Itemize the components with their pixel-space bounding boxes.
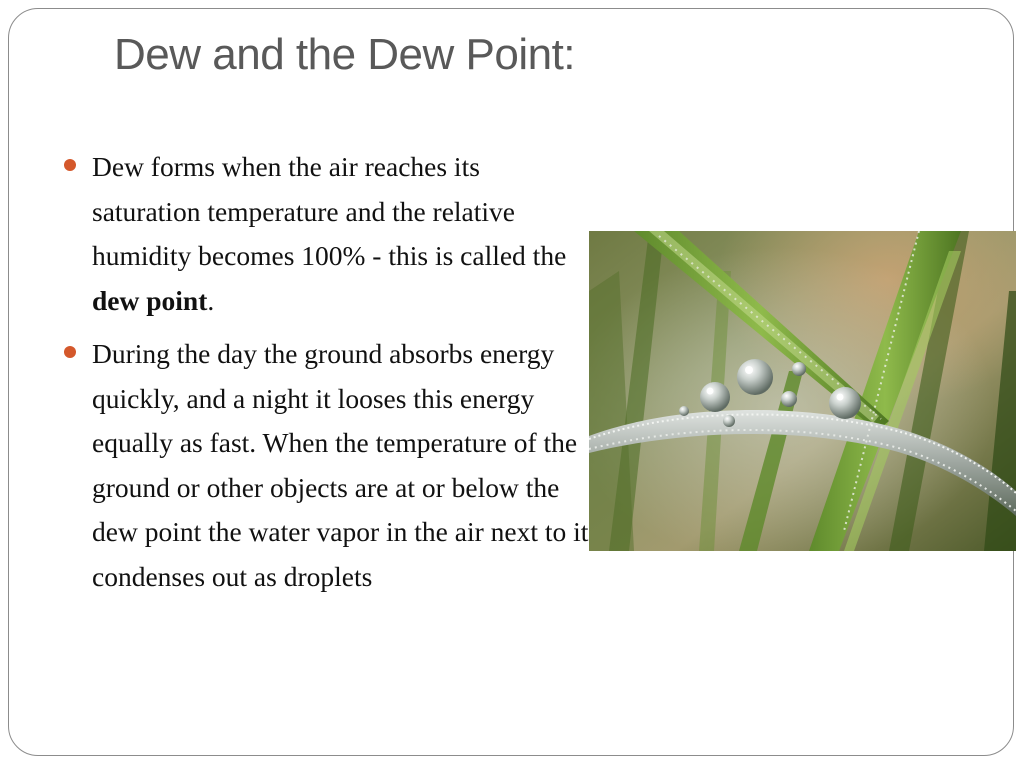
bullet-text: Dew forms when the air reaches its saturation temperature and the relative humidity becomes 100% - this is called the xyxy=(92,151,567,271)
bullet-item xyxy=(62,145,592,323)
dew-on-grass-image xyxy=(589,231,1016,551)
bullet-list xyxy=(62,145,592,608)
bullet-item xyxy=(62,332,592,599)
bullet-text: During the day the ground absorbs energy quickly, and a night it looses this energy equally as fast. When the temperature of the ground or other objects are at or below the dew point the water vapor in the air next to it condenses out as droplets xyxy=(92,338,589,592)
bullet-dot-icon xyxy=(64,346,76,358)
bullet-text-end: . xyxy=(207,284,215,316)
slide-title: Dew and the Dew Point: xyxy=(114,30,576,79)
bullet-dot-icon xyxy=(64,159,76,171)
bullet-bold-term: dew point xyxy=(92,284,208,316)
